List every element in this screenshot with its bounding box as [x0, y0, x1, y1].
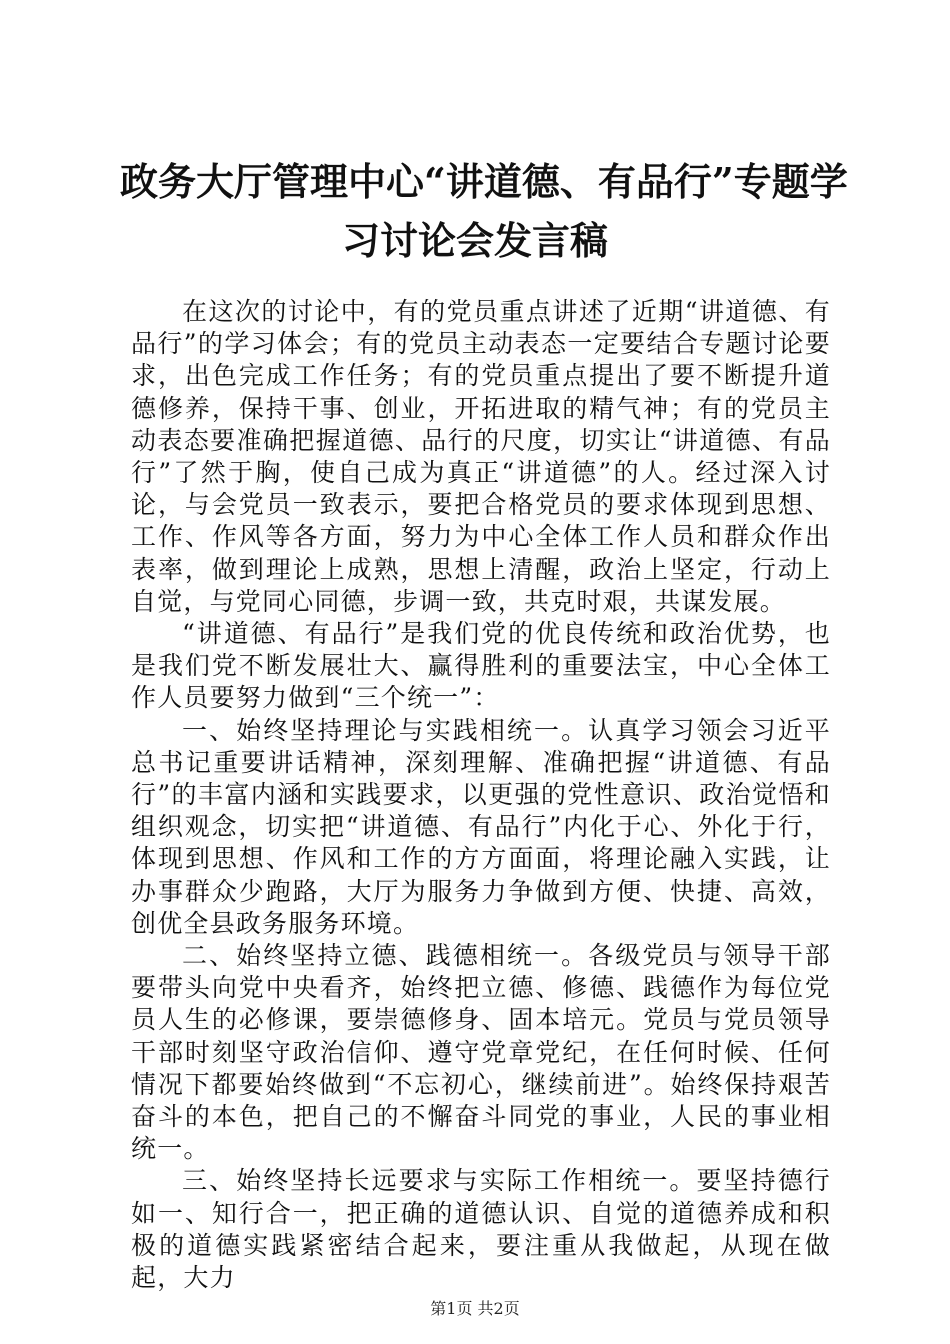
document-title-line-1: 政务大厅管理中心“讲道德、有品行”专题学 — [120, 159, 848, 204]
paragraph-discussion-summary: 在这次的讨论中，有的党员重点讲述了近期“讲道德、有品行”的学习体会；有的党员主动表态一定要结合专题讨论要求，出色完成工作任务；有的党员重点提出了要不断提升道德修养，保持干事、创业，开拓进取的精气神；有的党员主动表态要准确把握道德、品行的尺度，切实让“讲道德、有品行”了然于胸，使自己成为真正“讲道德”的人。经过深入讨论，与会党员一致表示，要把合格党员的要求体现到思想、工作、作风等各方面，努力为中心全体工作人员和群众作出表率，做到理论上成熟，思想上清醒，政治上坚定，行动上自觉，与党同心同德，步调一致，共克时艰，共谋发展。 — [131, 297, 831, 616]
paragraph-unity-long-term: 三、始终坚持长远要求与实际工作相统一。要坚持德行如一、知行合一，把正确的道德认识、自觉的道德养成和积极的道德实践紧密结合起来，要注重从我做起，从现在做起，大力 — [131, 1166, 831, 1293]
paragraph-unity-theory-practice: 一、始终坚持理论与实践相统一。认真学习领会习近平总书记重要讲话精神，深刻理解、准确把握“讲道德、有品行”的丰富内涵和实践要求，以更强的党性意识、政治觉悟和组织观念，切实把“讲道德、有品行”内化于心、外化于行，体现到思想、作风和工作的方方面面，将理论融入实践，让办事群众少跑路，大厅为服务力争做到方便、快捷、高效，创优全县政务服务环境。 — [131, 715, 831, 938]
document-title-line-2: 习讨论会发言稿 — [341, 218, 608, 263]
paragraph-three-unities-intro: “讲道德、有品行”是我们党的优良传统和政治优势，也是我们党不断发展壮大、赢得胜利的重要法宝，中心全体工作人员要努力做到“三个统一”： — [131, 619, 831, 713]
paragraph-unity-virtue: 二、始终坚持立德、践德相统一。各级党员与领导干部要带头向党中央看齐，始终把立德、修德、践德作为每位党员人生的必修课，要崇德修身、固本培元。党员与党员领导干部时刻坚守政治信仰、遵守党章党纪，在任何时候、任何情况下都要始终做到“不忘初心，继续前进”。始终保持艰苦奋斗的本色，把自己的不懈奋斗同党的事业，人民的事业相统一。 — [131, 941, 831, 1164]
page-footer: 第1页 共2页 — [430, 1299, 520, 1318]
document-body — [131, 296, 831, 1294]
